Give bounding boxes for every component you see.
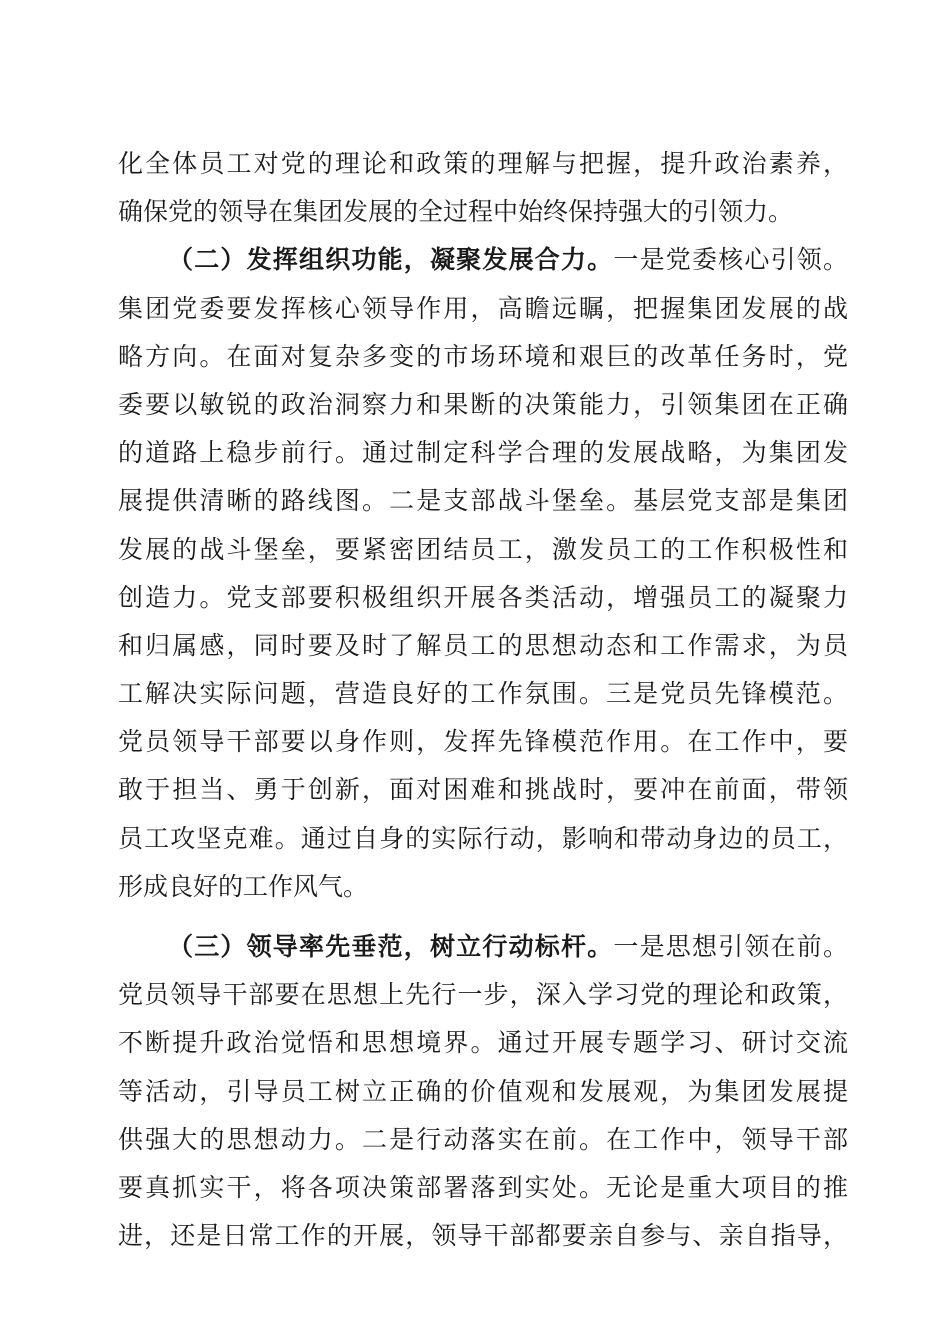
body-line: 化全体员工对党的理论和政策的理解与把握，提升政治素养， <box>118 149 848 178</box>
body-line: 敢于担当、勇于创新，面对困难和挑战时，要冲在前面，带领 <box>118 775 848 805</box>
body-line: 要真抓实干，将各项决策部署落到实处。无论是重大项目的推 <box>118 1172 848 1202</box>
document-body <box>118 140 848 1260</box>
section-three-first-line <box>118 923 848 971</box>
body-line: 略方向。在面对复杂多变的市场环境和艰巨的改革任务时，党 <box>118 341 848 371</box>
body-line: 形成良好的工作风气。 <box>118 871 369 901</box>
body-line: 和归属感，同时要及时了解员工的思想动态和工作需求，为员 <box>118 630 848 660</box>
section-three-first-line-rest: 一是思想引领在前。 <box>613 932 848 961</box>
body-line: 进，还是日常工作的开展，领导干部都要亲自参与、亲自指导， <box>118 1221 848 1251</box>
body-line: 展提供清晰的路线图。二是支部战斗堡垒。基层党支部是集团 <box>118 486 848 516</box>
body-line: 党员领导干部要在思想上先行一步，深入学习党的理论和政策， <box>118 980 848 1010</box>
section-two-first-line <box>118 236 848 284</box>
body-line: 的道路上稳步前行。通过制定科学合理的发展战略，为集团发 <box>118 438 848 468</box>
body-line: 确保党的领导在集团发展的全过程中始终保持强大的引领力。 <box>118 197 794 227</box>
body-line: 集团党委要发挥核心领导作用，高瞻远瞩，把握集团发展的战 <box>118 293 848 323</box>
body-line: 工解决实际问题，营造良好的工作氛围。三是党员先锋模范。 <box>118 679 848 709</box>
body-line: 不断提升政治觉悟和思想境界。通过开展专题学习、研讨交流 <box>118 1028 848 1058</box>
section-three-heading: （三）领导率先垂范，树立行动标杆。 <box>168 932 614 961</box>
body-line: 供强大的思想动力。二是行动落实在前。在工作中，领导干部 <box>118 1124 848 1154</box>
section-two-heading: （二）发挥组织功能，凝聚发展合力。 <box>168 245 614 275</box>
body-line: 创造力。党支部要积极组织开展各类活动，增强员工的凝聚力 <box>118 582 848 612</box>
body-line: 等活动，引导员工树立正确的价值观和发展观，为集团发展提 <box>118 1076 848 1106</box>
body-line: 发展的战斗堡垒，要紧密团结员工，激发员工的工作积极性和 <box>118 534 848 564</box>
body-line: 委要以敏锐的政治洞察力和果断的决策能力，引领集团在正确 <box>118 389 848 419</box>
section-two-first-line-rest: 一是党委核心引领。 <box>613 245 848 275</box>
body-line: 党员领导干部要以身作则，发挥先锋模范作用。在工作中，要 <box>118 727 848 757</box>
paragraph-gap <box>118 911 848 923</box>
body-line: 员工攻坚克难。通过自身的实际行动，影响和带动身边的员工， <box>118 823 848 853</box>
